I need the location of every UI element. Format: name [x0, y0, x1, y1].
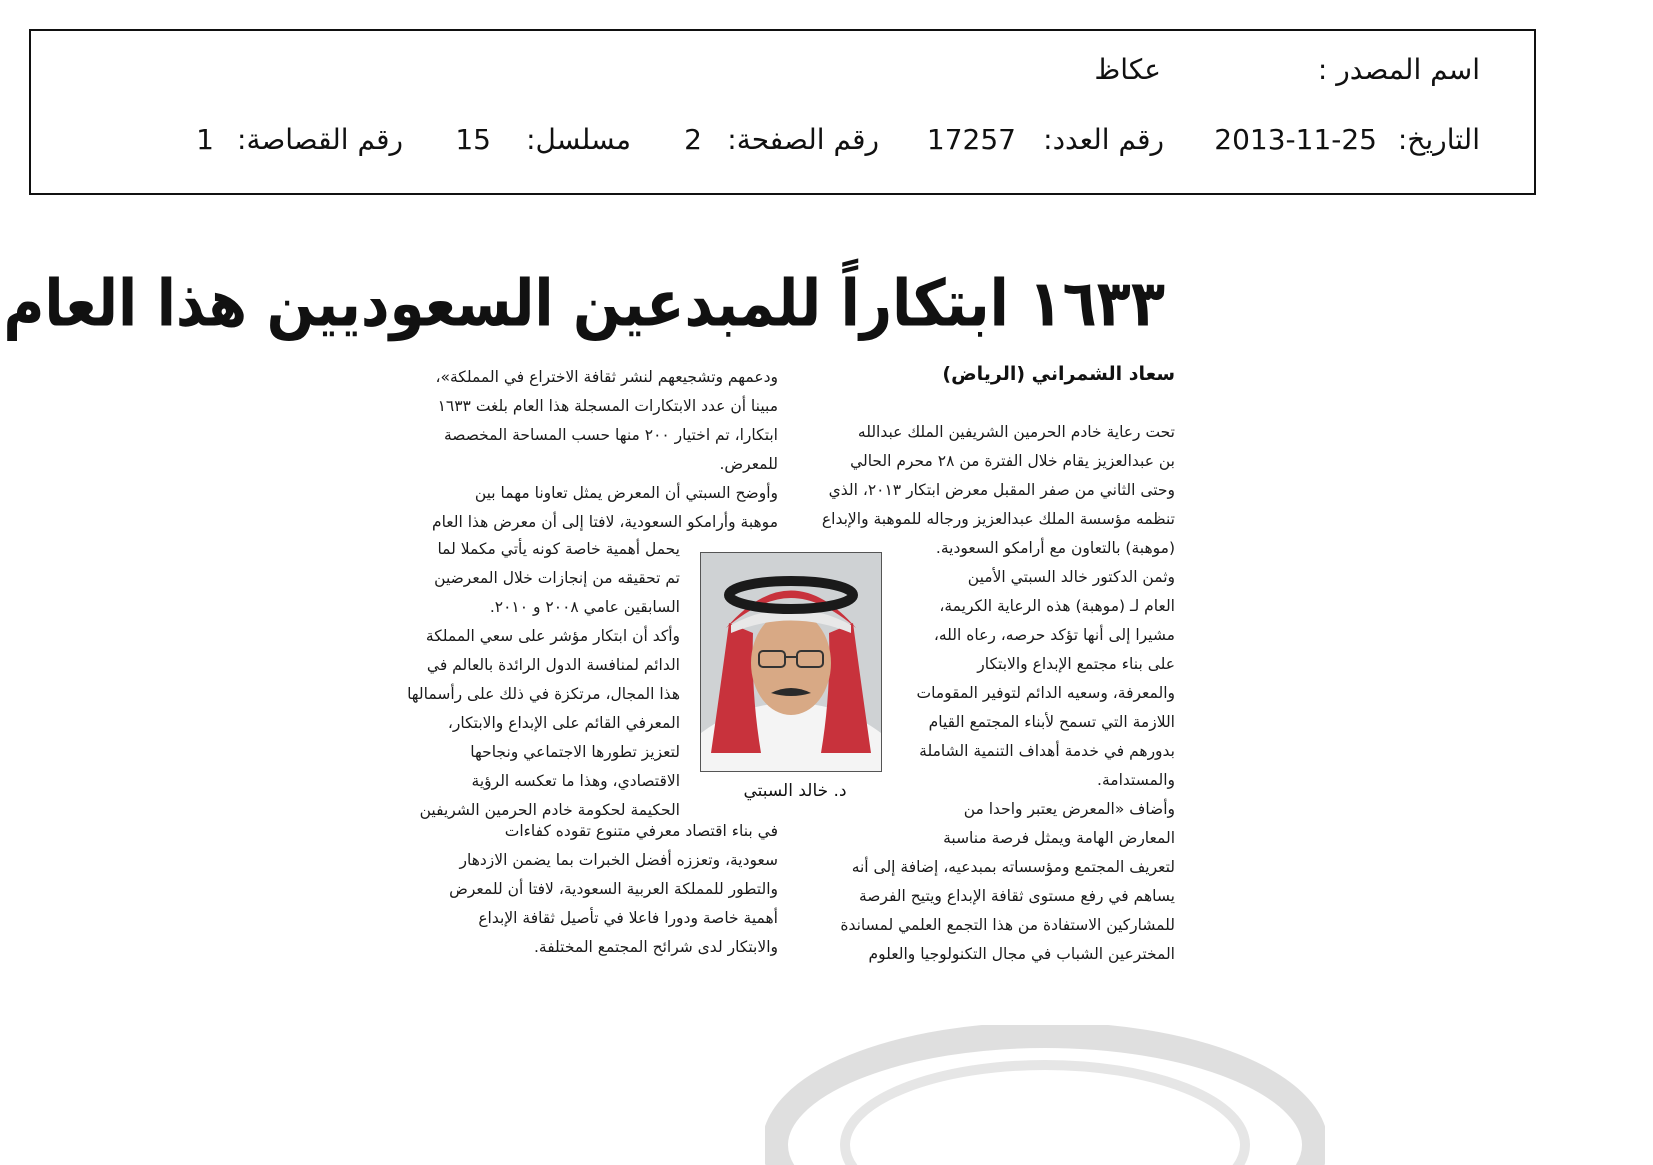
article-text-line: ابتكارا، تم اختيار ٢٠٠ منها حسب المساحة المخصصة [443, 426, 778, 444]
article-text-line: والتطور للمملكة العربية السعودية، لافتا أن للمعرض [449, 880, 778, 898]
article-column-left-bottom [400, 817, 778, 962]
page-value: 2 [684, 123, 702, 156]
article-text-line: اللازمة التي تسمح لأبناء المجتمع القيام [928, 713, 1175, 731]
article-text-line: يحمل أهمية خاصة كونه يأتي مكملا لما [437, 540, 680, 558]
article-text-line: الاقتصادي، وهذا ما تعكسه الرؤية [471, 772, 680, 790]
article-text-line: وحتى الثاني من صفر المقبل معرض ابتكار ٢٠١٣، الذي [828, 481, 1175, 499]
date-value: 2013-11-25 [1214, 123, 1377, 156]
clip-label: رقم القصاصة: [237, 123, 403, 156]
article-text-line: سعودية، وتعززه أفضل الخبرات بما يضمن الازدهار [459, 851, 778, 869]
article-text-line: وأضاف «المعرض يعتبر واحدا من [963, 800, 1175, 818]
watermark-emblem [765, 1025, 1325, 1165]
article-text-line: أهمية خاصة ودورا فاعلا في تأصيل ثقافة الإبداع [478, 909, 778, 927]
article-text-line: المعارض الهامة ويمثل فرصة مناسبة [943, 829, 1175, 847]
article-text-line: وأوضح السبتي أن المعرض يمثل تعاونا مهما بين [474, 484, 778, 502]
author-portrait-photo [700, 552, 882, 772]
newspaper-clipping [3, 255, 1185, 995]
article-text-line: لتعريف المجتمع ومؤسساته بمبدعيه، إضافة إلى أنه [851, 858, 1175, 876]
article-text-line: والابتكار لدى شرائح المجتمع المختلفة. [533, 938, 778, 956]
issue-value: 17257 [926, 123, 1016, 156]
article-column-left-top [400, 363, 778, 537]
article-text-line: تحت رعاية خادم الحرمين الشريفين الملك عبدالله [857, 423, 1175, 441]
article-headline: ١٦٣٣ ابتكاراً للمبدعين السعوديين هذا العام [3, 267, 1165, 342]
article-text-line: وثمن الدكتور خالد السبتي الأمين [967, 568, 1175, 586]
clipping-metadata-box [29, 29, 1536, 195]
article-column-left-middle [400, 535, 680, 825]
source-value: عكاظ [1094, 53, 1161, 86]
date-label: التاريخ: [1397, 123, 1480, 156]
article-text-line: بدورهم في خدمة أهداف التنمية الشاملة [919, 742, 1175, 760]
article-text-line: العام لـ (موهبة) هذه الرعاية الكريمة، [939, 597, 1175, 615]
article-text-line: ودعمهم وتشجيعهم لنشر ثقافة الاختراع في المملكة»، [435, 368, 778, 386]
serial-label: مسلسل: [526, 123, 631, 156]
article-byline: سعاد الشمراني (الرياض) [942, 363, 1175, 385]
serial-value: 15 [455, 123, 491, 156]
article-text-line: المعرفي القائم على الإبداع والابتكار، [447, 714, 680, 732]
photo-caption: د. خالد السبتي [743, 781, 847, 801]
article-text-line: مبينا أن عدد الابتكارات المسجلة هذا العام بلغت ١٦٣٣ [437, 397, 778, 415]
article-text-line: المخترعين الشباب في مجال التكنولوجيا والعلوم [868, 945, 1175, 963]
article-text-line: السابقين عامي ٢٠٠٨ و ٢٠١٠. [489, 598, 680, 616]
article-text-line: مشيرا إلى أنها تؤكد حرصه، رعاه الله، [933, 626, 1175, 644]
article-text-line: تم تحقيقه من إنجازات خلال المعرضين [434, 569, 680, 587]
article-text-line: والمعرفة، وسعيه الدائم لتوفير المقومات [916, 684, 1175, 702]
source-label: اسم المصدر : [1317, 53, 1480, 86]
article-text-line: في بناء اقتصاد معرفي متنوع تقوده كفاءات [504, 822, 778, 840]
article-text-line: يساهم في رفع مستوى ثقافة الإبداع ويتيح الفرصة [858, 887, 1175, 905]
article-text-line: تنظمه مؤسسة الملك عبدالعزيز ورجاله للموهبة والإبداع [821, 510, 1175, 528]
article-text-line: موهبة وأرامكو السعودية، لافتا إلى أن معرض هذا العام [431, 513, 778, 531]
article-text-line: للمشاركين الاستفادة من هذا التجمع العلمي لمساندة [840, 916, 1175, 934]
article-text-line: وأكد أن ابتكار مؤشر على سعي المملكة [425, 627, 680, 645]
article-text-line: للمعرض. [719, 455, 778, 473]
issue-label: رقم العدد: [1043, 123, 1164, 156]
article-text-line: والمستدامة. [1097, 771, 1175, 789]
clip-value: 1 [196, 123, 214, 156]
article-text-line: لتعزيز تطورها الاجتماعي ونجاحها [470, 743, 680, 761]
article-text-line: الدائم لمنافسة الدول الرائدة بالعالم في [426, 656, 680, 674]
article-text-line: هذا المجال، مرتكزة في ذلك على رأسمالها [407, 685, 680, 703]
article-text-line: الحكيمة لحكومة خادم الحرمين الشريفين [419, 801, 680, 819]
article-text-line: (موهبة) بالتعاون مع أرامكو السعودية. [935, 539, 1175, 557]
article-text-line: بن عبدالعزيز يقام خلال الفترة من ٢٨ محرم الحالي [850, 452, 1175, 470]
page-label: رقم الصفحة: [727, 123, 879, 156]
article-text-line: على بناء مجتمع الإبداع والابتكار [977, 655, 1175, 673]
